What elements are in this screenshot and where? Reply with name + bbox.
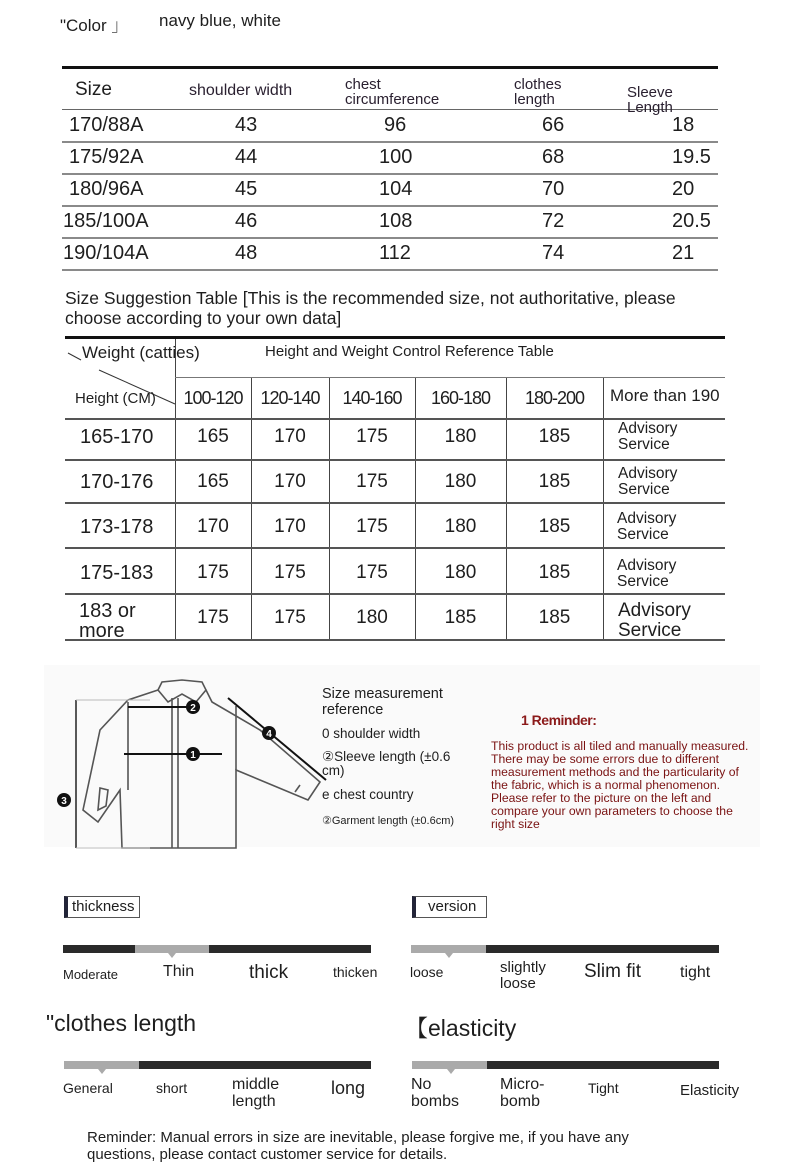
scale-label: Elasticity xyxy=(680,1082,740,1099)
advisory-service: Advisory Service xyxy=(618,420,678,453)
advisory-service: Advisory Service xyxy=(618,465,678,498)
svg-text:1: 1 xyxy=(190,750,196,761)
cell-shoulder: 44 xyxy=(235,146,258,168)
scale-label: short xyxy=(156,1080,188,1096)
scale-label: thick xyxy=(249,962,289,983)
scale-label: General xyxy=(63,1080,113,1096)
advisory-service: Advisory Service xyxy=(617,510,677,543)
size-cell: 175 xyxy=(356,426,388,447)
svg-text:3: 3 xyxy=(61,796,67,807)
size-cell: 185 xyxy=(538,426,571,447)
color-label: "Color 」 xyxy=(60,16,129,35)
height-range: 170-176 xyxy=(80,471,154,493)
height-label: Height (CM) xyxy=(75,390,156,407)
measurement-reference xyxy=(322,686,472,829)
cell-shoulder: 43 xyxy=(235,114,258,136)
scale-label: No bombs xyxy=(411,1076,460,1110)
size-cell: 170 xyxy=(274,516,306,537)
cell-size: 175/92A xyxy=(69,146,144,168)
cell-chest: 96 xyxy=(384,114,407,136)
measurement-item: ②Sleeve length (±0.6 cm) xyxy=(322,749,451,778)
size-cell: 185 xyxy=(538,607,571,628)
height-range: 173-178 xyxy=(80,516,154,538)
scale-label: Tight xyxy=(588,1080,619,1096)
size-cell: 175 xyxy=(356,562,388,583)
scale-label: loose xyxy=(410,964,444,980)
color-value: navy blue, white xyxy=(159,11,281,30)
measurement-item: e chest country xyxy=(322,787,414,802)
scale-label: Moderate xyxy=(63,967,118,982)
size-cell: 185 xyxy=(538,516,571,537)
clothes-length-pointer-icon xyxy=(98,1069,106,1074)
elasticity-title: 【elasticity xyxy=(405,1015,517,1041)
size-table-header xyxy=(62,69,718,116)
scale-label: long xyxy=(331,1078,366,1098)
cell-chest: 112 xyxy=(379,242,411,264)
scale-label: Slim fit xyxy=(584,961,641,982)
suggestion-title: Size Suggestion Table [This is the recommended size, not authoritative, please choose according to your own data] xyxy=(65,288,676,328)
cell-shoulder: 46 xyxy=(235,210,258,232)
header-chest-circumference: chest circumference xyxy=(345,76,440,108)
version-tag: version xyxy=(412,896,487,918)
shirt-diagram-icon xyxy=(50,670,330,850)
version-bar xyxy=(411,945,719,953)
scale-label: Micro-bomb xyxy=(500,1076,545,1110)
cell-size: 180/96A xyxy=(69,178,144,200)
table-row xyxy=(62,110,718,143)
size-cell: 170 xyxy=(197,516,229,537)
thickness-bar xyxy=(63,945,371,953)
header-sleeve-length: Sleeve Length xyxy=(627,84,673,116)
size-cell: 180 xyxy=(444,471,477,492)
size-cell: 170 xyxy=(274,471,306,492)
version-pointer-icon xyxy=(445,953,453,958)
thickness-pointer-icon xyxy=(168,953,176,958)
cell-length: 68 xyxy=(542,146,565,168)
cell-sleeve: 19.5 xyxy=(672,146,711,168)
size-cell: 175 xyxy=(356,516,388,537)
svg-text:4: 4 xyxy=(266,729,272,740)
size-cell: 175 xyxy=(356,471,388,492)
size-cell: 175 xyxy=(274,607,306,628)
cell-sleeve: 21 xyxy=(672,242,695,264)
scale-label: middle length xyxy=(232,1076,280,1110)
clothes-length-bar xyxy=(64,1061,371,1069)
suggestion-table xyxy=(65,336,725,641)
svg-text:2: 2 xyxy=(190,703,196,714)
weight-col: 160-180 xyxy=(430,388,491,408)
cell-shoulder: 48 xyxy=(235,242,258,264)
height-range: 175-183 xyxy=(80,562,154,584)
cell-size: 170/88A xyxy=(69,114,144,136)
elasticity-bar xyxy=(412,1061,719,1069)
scale-label: Thin xyxy=(163,963,195,980)
size-cell: 175 xyxy=(197,607,229,628)
reminder-title: 1 Reminder: xyxy=(521,712,597,728)
size-cell: 170 xyxy=(274,426,306,447)
cell-size: 185/100A xyxy=(63,210,149,232)
size-cell: 185 xyxy=(444,607,477,628)
measurement-item: 0 shoulder width xyxy=(322,726,421,741)
weight-col: 100-120 xyxy=(183,388,243,408)
table-row xyxy=(62,174,718,207)
elasticity-pointer-icon xyxy=(447,1069,455,1074)
cell-chest: 100 xyxy=(379,146,413,168)
size-cell: 175 xyxy=(274,562,306,583)
header-shoulder-width: shoulder width xyxy=(189,82,293,99)
size-cell: 185 xyxy=(538,562,571,583)
scale-label: tight xyxy=(680,964,711,981)
size-cell: 180 xyxy=(444,562,477,583)
cell-sleeve: 20.5 xyxy=(672,210,711,232)
cell-sleeve: 18 xyxy=(672,114,695,136)
header-size: Size xyxy=(75,79,112,100)
reminder-body: This product is all tiled and manually measured. There may be some errors due to different measurement methods and the particularity of the fabric, which is a normal phenomenon. Please refer to the picture on the left and compare your own parameters to choose the right size xyxy=(491,739,749,831)
thickness-tag: thickness xyxy=(64,896,140,918)
weight-label: Weight (catties) xyxy=(82,343,200,362)
cell-size: 190/104A xyxy=(63,242,149,264)
height-range: 183 or more xyxy=(79,600,136,642)
cell-length: 70 xyxy=(542,178,565,200)
table-row xyxy=(62,206,718,239)
cell-shoulder: 45 xyxy=(235,178,258,200)
table-row xyxy=(62,142,718,175)
table-row xyxy=(62,238,718,271)
weight-col: 140-160 xyxy=(342,388,402,408)
table-top-rule xyxy=(65,336,725,339)
advisory-service: Advisory Service xyxy=(618,600,691,641)
weight-col: More than 190 xyxy=(610,386,720,405)
scale-label: thicken xyxy=(333,964,378,980)
header-clothes-length: clothes length xyxy=(514,76,562,108)
table-title: Height and Weight Control Reference Table xyxy=(265,343,554,360)
cell-length: 74 xyxy=(542,242,565,264)
weight-col: 180-200 xyxy=(524,388,585,408)
cell-length: 66 xyxy=(542,114,565,136)
scale-label: slightly loose xyxy=(500,959,546,992)
clothes-length-title: "clothes length xyxy=(46,1010,197,1036)
measurement-title: Size measurement reference xyxy=(322,686,443,718)
cell-chest: 104 xyxy=(379,178,413,200)
footer-reminder: Reminder: Manual errors in size are inevitable, please forgive me, if you have any questions, please contact customer service for details. xyxy=(87,1129,629,1163)
height-range: 165-170 xyxy=(80,426,154,448)
size-cell: 165 xyxy=(197,471,229,492)
advisory-service: Advisory Service xyxy=(617,557,677,590)
measurement-item: ②Garment length (±0.6cm) xyxy=(322,815,455,827)
size-cell: 180 xyxy=(356,607,388,628)
cell-chest: 108 xyxy=(379,210,413,232)
cell-length: 72 xyxy=(542,210,565,232)
size-cell: 180 xyxy=(444,426,477,447)
weight-col: 120-140 xyxy=(260,388,320,408)
size-cell: 180 xyxy=(444,516,477,537)
size-cell: 185 xyxy=(538,471,571,492)
cell-sleeve: 20 xyxy=(672,178,695,200)
size-cell: 175 xyxy=(197,562,229,583)
size-cell: 165 xyxy=(197,426,229,447)
